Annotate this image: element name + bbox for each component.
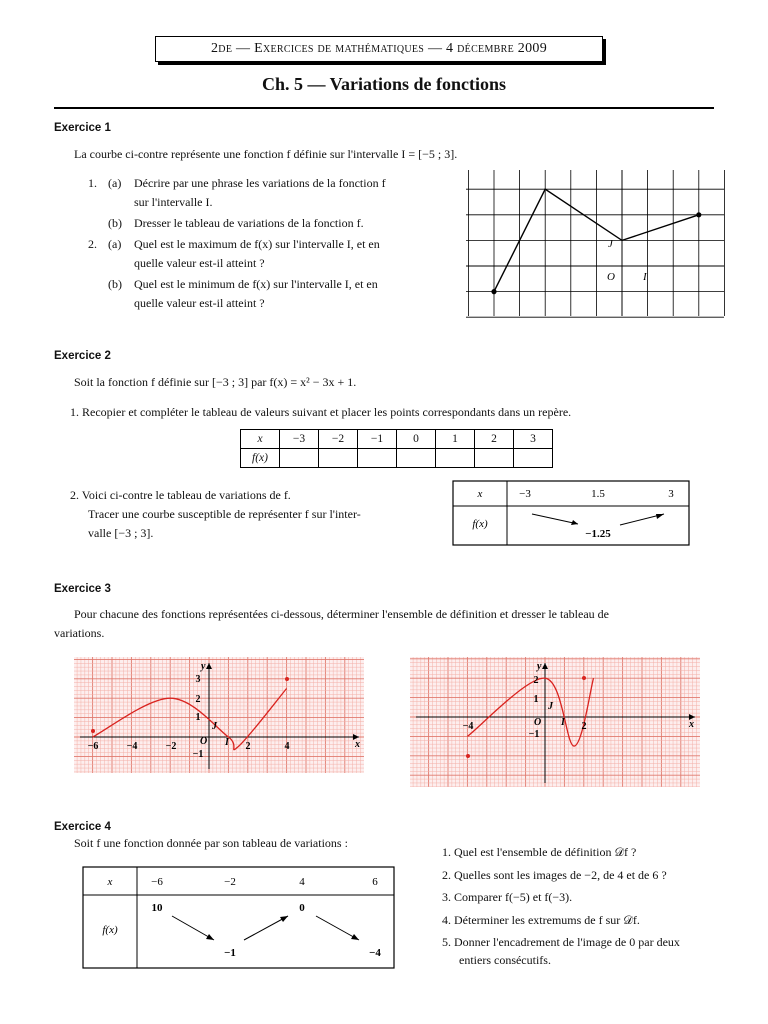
ex3-g1-xtick: −4: [126, 741, 138, 752]
ex2-var-x-label: x: [477, 488, 483, 500]
ex4-var-v3: 0: [299, 902, 305, 914]
ex2-variation-table: [452, 480, 692, 548]
ex2-table-cell: [280, 449, 319, 468]
ex4-var-x1: −6: [151, 876, 163, 888]
ex4-question: 3. Comparer f(−5) et f(−3).: [442, 890, 573, 904]
ex2-table-x3: 0: [397, 430, 436, 449]
ex4-question: 5. Donner l'encadrement de l'image de 0 par deux: [442, 935, 680, 949]
ex2-table-x4: 1: [436, 430, 475, 449]
ex3-text-line2: variations.: [54, 626, 105, 640]
ex1-q1a-line1: Décrire par une phrase les variations de la fonction f: [134, 176, 386, 190]
ex4-var-x3: 4: [299, 876, 305, 888]
ex2-var-arrow-down: [532, 514, 578, 524]
header-banner: 2de — Exercices de mathématiques — 4 décembre 2009: [155, 36, 603, 62]
ex4-question: 2. Quelles sont les images de −2, de 4 et de 6 ?: [442, 867, 667, 882]
ex1-questions: [88, 174, 458, 313]
ex3-g2-ytick: 1: [533, 694, 539, 705]
ex4-variation-table: [82, 866, 396, 970]
ex2-table-cell: [358, 449, 397, 468]
ex3-g1-ylab: y: [201, 661, 206, 672]
ex3-text-line1: Pour chacune des fonctions représentées ci-dessous, déterminer l'ensemble de définition et dresser le tableau de: [74, 607, 609, 621]
ex1-q1-num: 1.: [88, 176, 97, 190]
ex2-values-table: [240, 429, 553, 468]
ex1-q1b: Dresser le tableau de variations de la fonction f.: [134, 216, 364, 230]
title-rule: [54, 107, 714, 109]
ex4-question: 4. Déterminer les extremums de f sur 𝒟f.: [442, 912, 640, 927]
ex2-table-cell: [319, 449, 358, 468]
ex3-g1-i: I: [225, 737, 229, 748]
ex3-g1-j: J: [212, 721, 217, 732]
ex1-j-label: J: [608, 238, 613, 250]
ex2-var-x2: 1.5: [591, 488, 605, 500]
ex1-q2a-line2: quelle valeur est-il atteint ?: [134, 256, 265, 270]
ex1-q1a-tag: (a): [108, 176, 122, 190]
ex3-graph2: [410, 657, 700, 787]
ex2-table-x-label: x: [241, 430, 280, 449]
ex1-i-label: I: [643, 271, 647, 283]
ex2-table-fx-label: f(x): [241, 449, 280, 468]
ex3-graph1: [74, 657, 364, 773]
ex4-arrow-up: [244, 916, 288, 940]
ex2-q1: 1. Recopier et compléter le tableau de valeurs suivant et placer les points correspondants dans un repère.: [70, 405, 572, 419]
ex2-q2-line2: Tracer une courbe susceptible de représenter f sur l'inter-: [88, 507, 361, 521]
ex1-q2a-tag: (a): [108, 237, 122, 251]
ex1-endpoint: [491, 289, 496, 294]
ex2-var-x3: 3: [668, 488, 674, 500]
ex1-q2-num: 2.: [88, 237, 97, 251]
ex3-g2-j: J: [548, 701, 553, 712]
ex4-questions: [442, 841, 732, 971]
ex4-var-x-label: x: [107, 876, 113, 888]
ex3-g2-ytick: −1: [528, 729, 540, 740]
ex2-table-x2: −1: [358, 430, 397, 449]
ex3-g1-xtick: 4: [284, 741, 290, 752]
ex1-q2a-line1: Quel est le maximum de f(x) sur l'intervalle I, et en: [134, 237, 380, 251]
ex4-var-x2: −2: [224, 876, 236, 888]
ex1-q1b-tag: (b): [108, 216, 122, 230]
ex2-var-x1: −3: [519, 488, 531, 500]
ex3-g2-xtick: 2: [581, 721, 587, 732]
ex2-q2-line3: valle [−3 ; 3].: [88, 526, 154, 540]
ex4-question: 1. Quel est l'ensemble de définition 𝒟f ?: [442, 845, 637, 859]
ex4-var-x4: 6: [372, 876, 378, 888]
ex2-heading: Exercice 2: [54, 350, 111, 362]
ex3-g1-xlab: x: [355, 739, 360, 750]
ex1-q2b-line1: Quel est le minimum de f(x) sur l'intervalle I, et en: [134, 277, 378, 291]
ex2-table-cell: [436, 449, 475, 468]
ex4-intro: Soit f une fonction donnée par son tableau de variations :: [74, 836, 348, 850]
ex3-g1-ytick: 2: [195, 694, 201, 705]
ex3-text: [54, 605, 716, 643]
ex3-g2-ylab: y: [537, 661, 542, 672]
ex2-table-x0: −3: [280, 430, 319, 449]
ex3-g2-i: I: [561, 717, 565, 728]
ex2-var-min: −1.25: [585, 528, 611, 540]
ex2-q2: [70, 486, 430, 543]
ex2-table-x1: −2: [319, 430, 358, 449]
ex1-graph: [462, 168, 728, 318]
ex4-var-v1: 10: [151, 902, 163, 914]
ex1-origin-label: O: [607, 271, 615, 283]
ex3-g2-xtick: −4: [462, 721, 474, 732]
ex1-endpoint: [696, 212, 701, 217]
ex4-arrow-down-2: [316, 916, 359, 940]
ex3-g1-xtick: 2: [245, 741, 251, 752]
ex3-heading: Exercice 3: [54, 583, 111, 595]
ex1-intro: La courbe ci-contre représente une fonction f définie sur l'intervalle I = [−5 ; 3].: [74, 147, 458, 161]
ex2-table-x5: 2: [475, 430, 514, 449]
ex2-table-cell: [475, 449, 514, 468]
ex3-g1-xtick: −2: [165, 741, 177, 752]
ex3-g1-ytick: −1: [192, 749, 204, 760]
ex4-heading: Exercice 4: [54, 821, 111, 833]
ex3-g2-xlab: x: [689, 719, 694, 730]
page-title: Ch. 5 — Variations de fonctions: [261, 74, 507, 94]
ex1-q2b-tag: (b): [108, 277, 122, 291]
ex4-question-cont: entiers consécutifs.: [459, 952, 551, 967]
ex2-intro: Soit la fonction f définie sur [−3 ; 3] par f(x) = x² − 3x + 1.: [74, 375, 357, 389]
ex4-var-v2: −1: [224, 947, 236, 959]
ex1-q1a-line2: sur l'intervalle I.: [134, 195, 213, 209]
ex1-heading: Exercice 1: [54, 122, 111, 134]
ex3-g2-origin: O: [534, 717, 542, 728]
ex4-var-fx-label: f(x): [102, 924, 118, 936]
ex3-g1-ytick: 3: [195, 674, 201, 685]
ex2-table-cell: [397, 449, 436, 468]
ex1-q2b-line2: quelle valeur est-il atteint ?: [134, 296, 265, 310]
ex3-g2-ytick: 2: [533, 675, 539, 686]
ex3-g1-xtick: −6: [87, 741, 99, 752]
ex2-table-x6: 3: [514, 430, 553, 449]
ex2-table-cell: [514, 449, 553, 468]
ex2-var-fx-label: f(x): [472, 518, 488, 530]
ex3-g1-ytick: 1: [195, 712, 201, 723]
ex2-q2-line1: 2. Voici ci-contre le tableau de variations de f.: [70, 488, 291, 502]
ex4-var-v4: −4: [369, 947, 381, 959]
ex3-g1-origin: O: [200, 736, 208, 747]
